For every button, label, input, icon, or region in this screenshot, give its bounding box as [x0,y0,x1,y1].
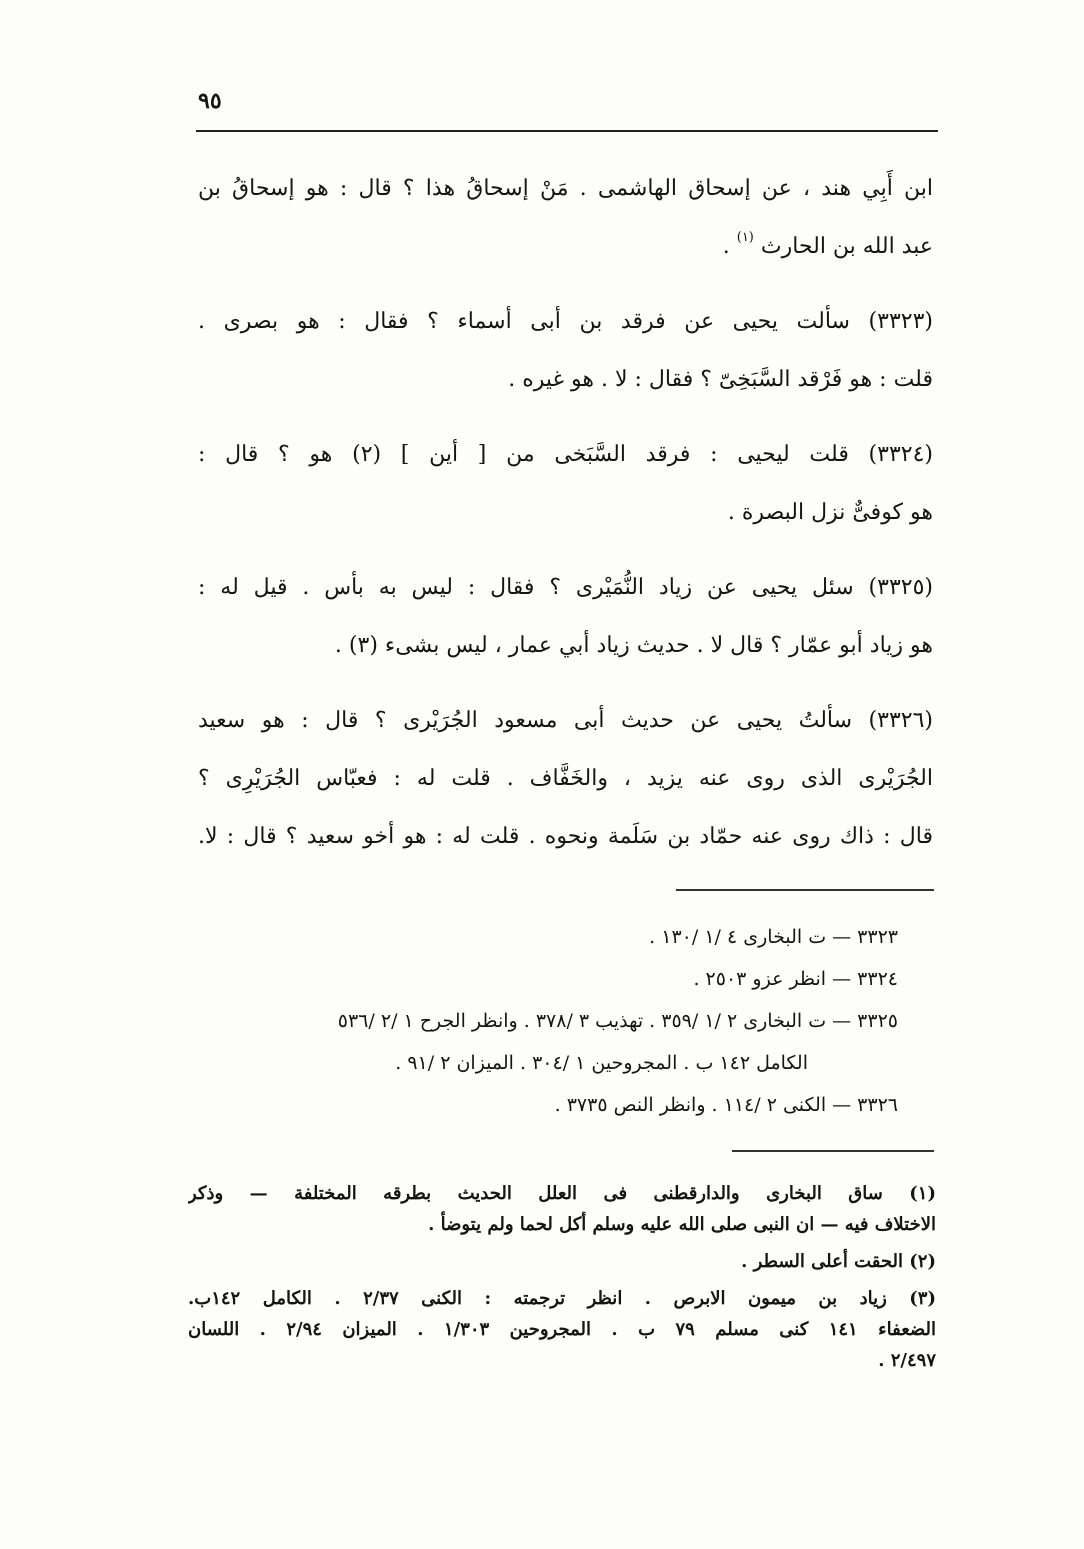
text-line: (٣٣٢٣) سألت يحيى عن فرقد بن أبى أسماء ؟ فقال : هو بصرى . [198,309,933,334]
main-text [198,160,933,883]
entry-3325 [198,559,933,675]
footnote-line: (١) ساق البخارى والدارقطنى فى العلل الحديث بطرقه المختلفة — وذكر [188,1183,936,1204]
footnote-line: (٢) الحقت أعلى السطر . [741,1251,936,1272]
reference-line: ٣٣٢٣ — ت البخارى ٤ /١ /١٣٠ . [649,926,898,948]
footnote-ref: (١) [736,230,754,245]
page-number: ٩٥ [198,88,222,114]
entry-3323 [198,293,933,409]
header-rule [196,130,938,132]
text-line: الجُرَيْرى الذى روى عنه يزيد ، والخَفَّاف . قلت له : فعبّاس الجُرَيْرِى ؟ [198,766,933,791]
footnote-line: الاختلاف فيه — ان النبى صلى الله عليه وسلم أكل لحما ولم يتوضأ . [428,1214,936,1235]
text-line [198,218,933,276]
text-line: (٣٣٢٦) سألتُ يحيى عن حديث أبى مسعود الجُرَيْرى ؟ قال : هو سعيد [198,708,933,733]
text-fragment: . [722,234,730,259]
text-line: هو زياد أبو عمّار ؟ قال لا . حديث زياد أبي عمار ، ليس بشىء (٣) . [334,633,933,658]
footnote-line: الضعفاء ١٤١ كنى مسلم ٧٩ ب . المجروحين ١/٣٠٣ . الميزان ٢/٩٤ . اللسان [188,1319,936,1340]
text-line: ابن أَبِي هند ، عن إسحاق الهاشمى . مَنْ إسحاقُ هذا ؟ قال : هو إسحاقُ بن [198,176,933,201]
entry-3326 [198,692,933,866]
references-divider [676,889,934,891]
reference-line: ٣٣٢٥ — ت البخارى ٢ /١ /٣٥٩ . تهذيب ٣ /٣٧٨ . وانظر الجرح ١ /٢ /٥٣٦ [337,1010,898,1032]
text-line: قلت : هو فَرْقد السَّبَخِىّ ؟ فقال : لا . هو غيره . [508,367,933,392]
reference-line: ٣٣٢٦ — الكنى ٢ /١١٤ . وانظر النص ٣٧٣٥ . [554,1094,898,1116]
entry-continuation [198,160,933,276]
footnote-line: ٢/٤٩٧ . [878,1350,936,1371]
footnote-1 [188,1178,936,1240]
entry-3324 [198,426,933,542]
reference-line: ٣٣٢٤ — انظر عزو ٢٥٠٣ . [693,968,898,990]
text-line: قال : ذاك روى عنه حمّاد بن سَلَمة ونحوه . قلت له : هو أخو سعيد ؟ قال : لا. [198,824,933,849]
text-line: (٣٣٢٥) سئل يحيى عن زياد النُّمَيْرى ؟ فقال : ليس به بأس . قيل له : [198,575,933,600]
footnotes-divider [732,1150,934,1152]
text-line: هو كوفىٌّ نزل البصرة . [727,500,933,525]
footnotes [188,1178,936,1382]
reference-line: الكامل ١٤٢ ب . المجروحين ١ /٣٠٤ . الميزان ٢ /٩١ . [395,1052,808,1074]
footnote-line: (٣) زياد بن ميمون الابرص . انظر ترجمته : الكنى ٢/٣٧ . الكامل ١٤٢ب. [188,1288,936,1309]
text-fragment: عبد الله بن الحارث [760,234,933,259]
footnote-2 [188,1246,936,1277]
reference-notes [198,916,898,1126]
footnote-3 [188,1283,936,1376]
text-line: (٣٣٢٤) قلت ليحيى : فرقد السَّبَخى من [ أين ] (٢) هو ؟ قال : [198,442,933,467]
